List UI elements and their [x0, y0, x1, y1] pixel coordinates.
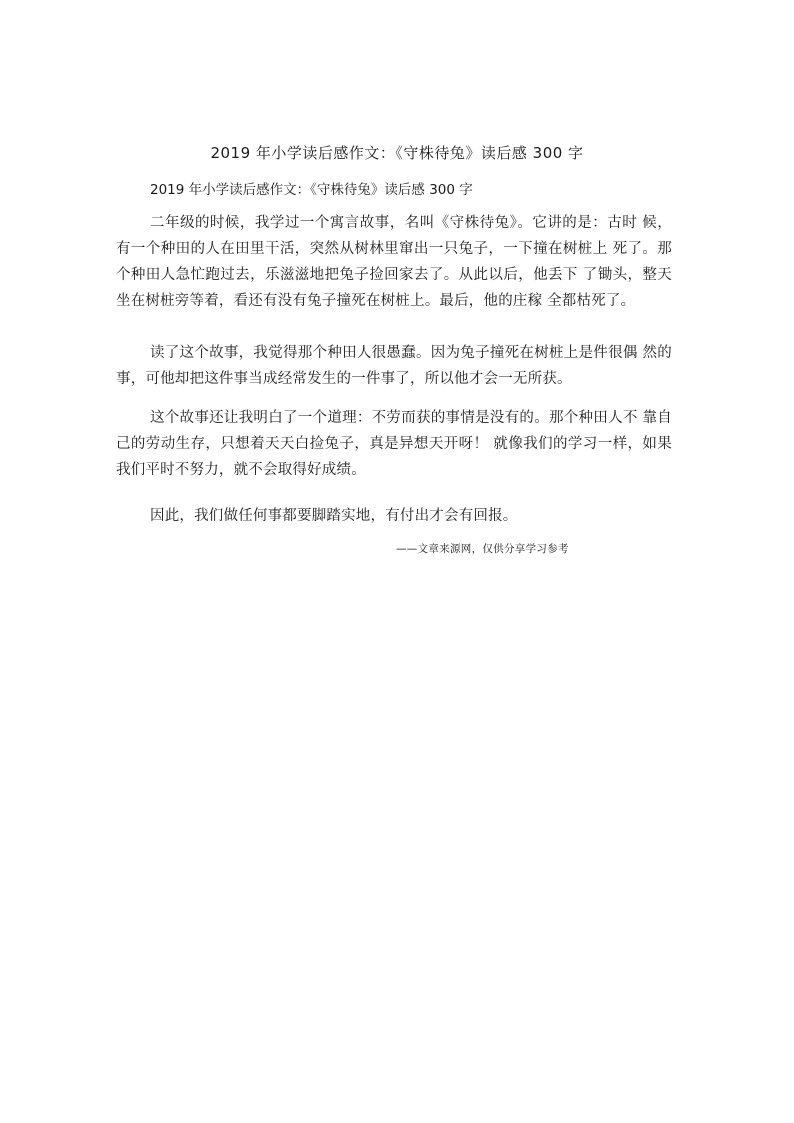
document-title: 2019 年小学读后感作文：《守株待兔》读后感 300 字: [210, 144, 584, 162]
document-subtitle: 2019 年小学读后感作文：《守株待兔》读后感 300 字: [150, 182, 473, 198]
paragraph-3: 这个故事还让我明白了一个道理：不劳而获的事情是没有的。那个种田人不 靠自己的劳动生存，只想着天天白捡兔子，真是异想天开呀！ 就像我们的学习一样，如果我们平时不努力，就不会取得好成绩。: [116, 410, 672, 478]
paragraph-4: 因此，我们做任何事都要脚踏实地，有付出才会有回报。: [150, 508, 518, 524]
paragraph-1: 二年级的时候，我学过一个寓言故事，名叫《守株待兔》。它讲的是：古时 候，有一个种田的人在田里干活，突然从树林里窜出一只兔子，一下撞在树桩上 死了。那个种田人急忙跑过去，乐滋滋地把兔子捡回家去了。从此以后，他丢下 了锄头，整天坐在树桩旁等着，看还有没有兔子撞死在树桩上。最后，他的庄稼 全都枯死了。: [116, 215, 672, 309]
source-note: ——文章来源网，仅供分享学习参考: [396, 543, 569, 555]
paragraph-2: 读了这个故事，我觉得那个种田人很愚蠢。因为兔子撞死在树桩上是件很偶 然的事，可他却把这件事当成经常发生的一件事了，所以他才会一无所获。: [116, 345, 672, 387]
